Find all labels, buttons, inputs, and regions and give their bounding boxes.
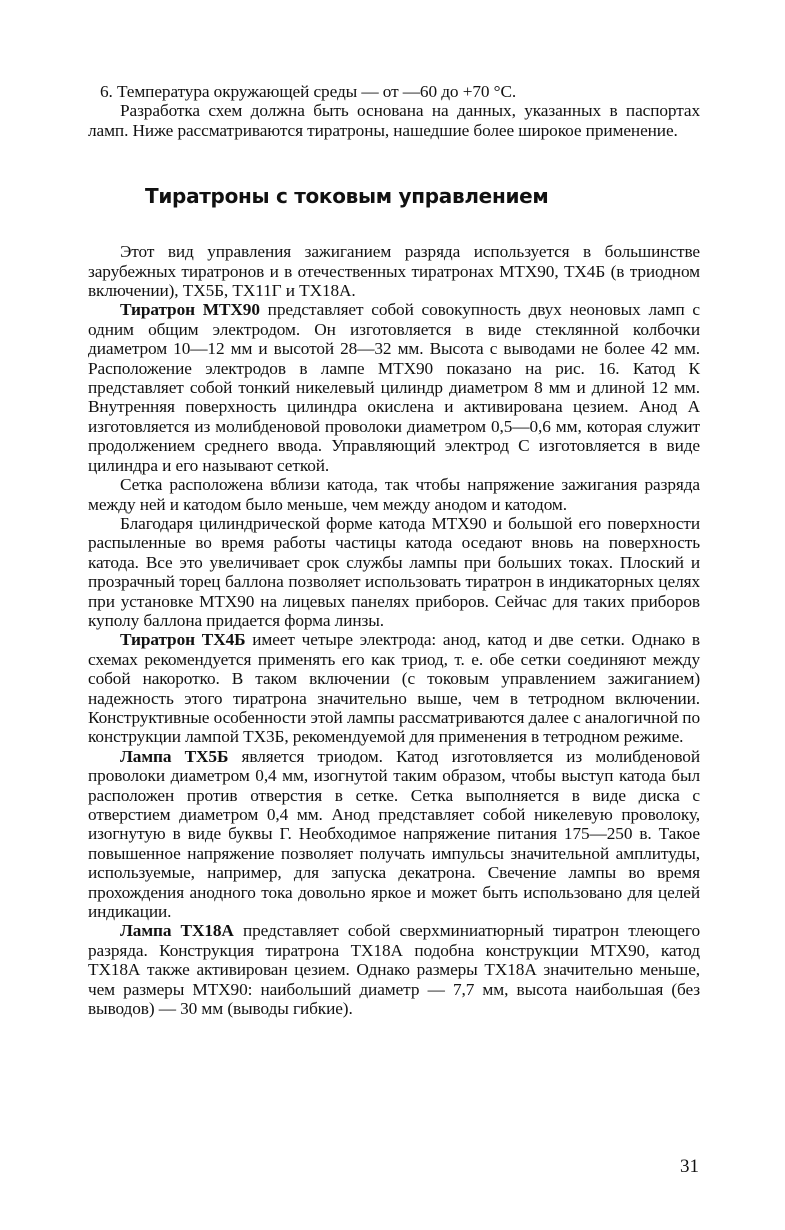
tx5b-paragraph (88, 747, 700, 922)
mtx90-paragraph (88, 300, 700, 475)
tx18a-text: представляет собой сверхминиатюрный тиратрон тлеющего разряда. Конструкция тиратрона ТХ18А подобна конструкции МТХ90, катод ТХ18А также активирован цезием. Однако размеры ТХ18А значительно меньше, чем размеры МТХ90: наибольший диаметр — 7,7 мм, высота наибольшая (без выводов) — 30 мм (выводы гибкие). (88, 921, 700, 1019)
tx4b-lead: Тиратрон ТХ4Б (120, 630, 246, 650)
mtx90-lead: Тиратрон МТХ90 (120, 300, 260, 320)
page-number: 31 (680, 1156, 699, 1177)
tx18a-lead: Лампа ТХ18А (120, 921, 234, 941)
temperature-item: 6. Температура окружающей среды — от —60 до +70 °С. (100, 82, 517, 101)
tx4b-paragraph (88, 630, 700, 746)
tx5b-lead: Лампа ТХ5Б (120, 746, 229, 766)
cylinder-paragraph: Благодаря цилиндрической форме катода МТХ90 и большой его поверхности распыленные во время работы частицы катода оседают вновь на поверхность катода. Все это увеличивает срок службы лампы при больших токах. Плоский и прозрачный торец баллона позволяет использовать тиратрон в индикаторных целях при установке МТХ90 на лицевых панелях приборов. Сейчас для таких приборов куполу баллона придается форма линзы. (88, 513, 700, 630)
section-heading: Тиратроны с токовым управлением (145, 184, 549, 209)
mtx90-text: представляет собой совокупность двух неоновых ламп с одним общим электродом. Он изготовляется в виде стеклянной колбочки диаметром 10—12 мм и высотой 28—32 мм. Высота с выводами не более 42 мм. Расположение электродов в лампе МТХ90 показано на рис. 16. Катод К представляет собой тонкий никелевый цилиндр диаметром 8 мм и длиной 12 мм. Внутренняя поверхность цилиндра окислена и активирована цезием. Анод А изготовляется из молибденовой проволоки диаметром 0,5—0,6 мм, которая служит продолжением среднего ввода. Управляющий электрод С изготовляется в виде цилиндра и его называют сеткой. (88, 300, 700, 475)
grid-paragraph: Сетка расположена вблизи катода, так чтобы напряжение зажигания разряда между ней и катодом было меньше, чем между анодом и катодом. (88, 475, 700, 514)
document-page (88, 82, 700, 1018)
intro-paragraph: Этот вид управления зажиганием разряда используется в большинстве зарубежных тиратронов и в отечественных тиратронах МТХ90, ТХ4Б (в триодном включении), ТХ5Б, ТХ11Г и ТХ18А. (88, 242, 700, 301)
tx5b-text: является триодом. Катод изготовляется из молибденовой проволоки диаметром 0,4 мм, изогнутой таким образом, чтобы выступ катода был расположен против отверстия в сетке. Сетка выполняется в виде диска с отверстием диаметром 0,4 мм. Анод представляет собой никелевую проволоку, изогнутую в виде буквы Г. Необходимое напряжение питания 175—250 в. Такое повышенное напряжение позволяет получать импульсы значительной амплитуды, используемые, например, для запуска декатрона. Свечение лампы во время прохождения анодного тока довольно яркое и может быть использовано для целей индикации. (88, 746, 701, 922)
tx4b-text: имеет четыре электрода: анод, катод и две сетки. Однако в схемах рекомендуется применять его как триод, т. е. обе сетки соединяют между собой накоротко. В таком включении (с токовым управлением зажиганием) надежность этого тиратрона значительно выше, чем в тетродном включении. Конструктивные особенности этой лампы рассматриваются далее с аналогичной по конструкции лампой ТХ3Б, рекомендуемой для применения в тетродном режиме. (88, 630, 700, 747)
schema-paragraph: Разработка схем должна быть основана на данных, указанных в паспортах ламп. Ниже рассматриваются тиратроны, нашедшие более широкое применение. (88, 101, 700, 140)
tx18a-paragraph (88, 921, 700, 1018)
